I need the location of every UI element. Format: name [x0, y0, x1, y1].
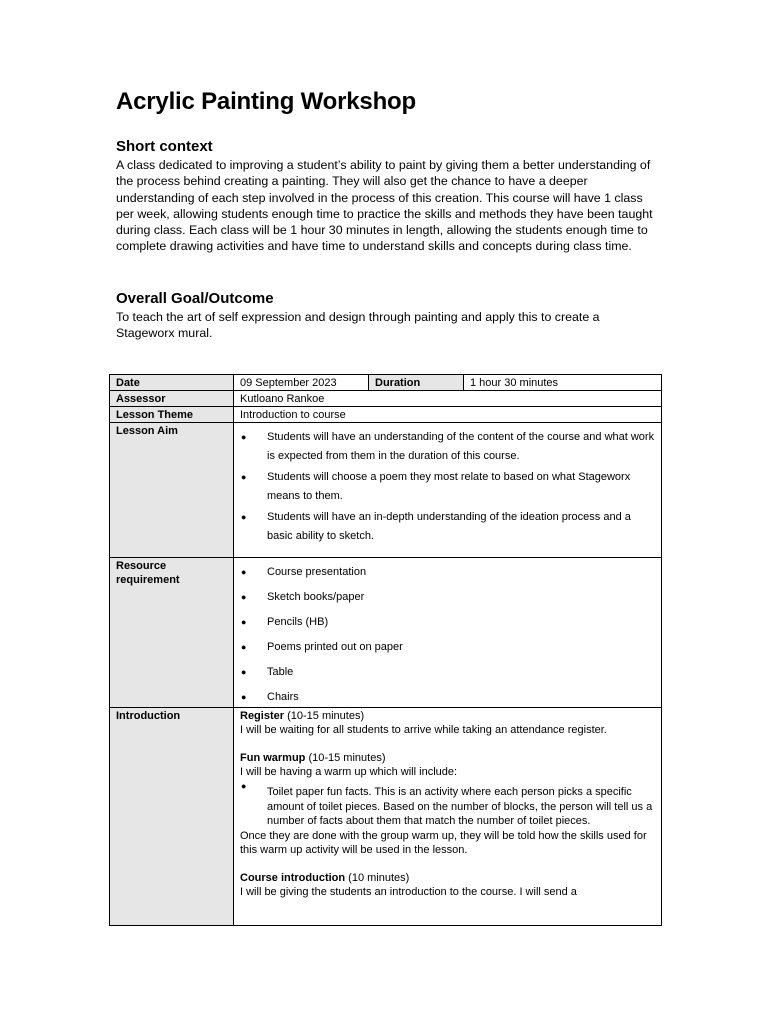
duration-value: 1 hour 30 minutes — [464, 375, 662, 391]
register-line — [240, 709, 656, 723]
resource-row — [110, 558, 662, 708]
assessor-value: Kutloano Rankoe — [234, 391, 662, 407]
aim-item: ● Students will choose a poem they most relate to based on what Stageworx means to them. — [240, 468, 656, 506]
resource-list — [240, 559, 656, 704]
course-intro-title: Course introduction — [240, 871, 346, 884]
theme-row — [110, 407, 662, 423]
register-title: Register — [240, 710, 285, 722]
date-row — [110, 375, 662, 391]
warmup-bullet: ● Toilet paper fun facts. This is an activity where each person picks a specific amount of toilet pieces. Based on the number of blocks, the person will tell us a number of facts about them that match the number of toilet pieces. — [240, 779, 656, 829]
resource-cell — [234, 558, 662, 708]
duration-label: Duration — [369, 375, 464, 391]
introduction-row — [110, 708, 662, 926]
goal-heading: Overall Goal/Outcome — [116, 290, 274, 307]
course-intro-line — [240, 871, 656, 885]
short-context-heading: Short context — [116, 138, 213, 155]
resource-label: Resource requirement — [110, 558, 234, 708]
warmup-title: Fun warmup — [240, 752, 306, 764]
warmup-list — [240, 779, 656, 829]
aim-row — [110, 423, 662, 558]
introduction-cell — [234, 708, 662, 926]
theme-value: Introduction to course — [234, 407, 662, 423]
warmup-line — [240, 751, 656, 765]
date-label: Date — [110, 375, 234, 391]
document-title: Acrylic Painting Workshop — [116, 88, 416, 115]
warmup-after-text: Once they are done with the group warm up, they will be told how the skills used for this warm up activity will be used in the lesson. — [240, 829, 647, 856]
resource-item: ● Pencils (HB) — [240, 615, 656, 629]
course-intro-time: (10 minutes) — [345, 871, 410, 884]
resource-item: ● Sketch books/paper — [240, 590, 656, 604]
resource-item: ● Chairs — [240, 690, 656, 704]
introduction-label: Introduction — [110, 708, 234, 926]
aim-item: ● Students will have an understanding of the content of the course and what work is expected from them in the duration of this course. — [240, 428, 656, 466]
warmup-text: I will be having a warm up which will include: — [240, 766, 458, 778]
register-text: I will be waiting for all students to arrive while taking an attendance register. — [240, 724, 607, 736]
assessor-label: Assessor — [110, 391, 234, 407]
resource-item: ● Course presentation — [240, 565, 656, 579]
short-context-text: A class dedicated to improving a student’s ability to paint by giving them a better understanding of the process behind creating a painting. They will also get the chance to have a deeper understanding of each step involved in the process of this creation. This course will have 1 class per week, allowing students enough time to practice the skills and methods they have been taught during class. Each class will be 1 hour 30 minutes in length, allowing the students enough time to complete drawing activities and have time to understand skills and concepts during class time. — [116, 158, 653, 254]
warmup-time: (10-15 minutes) — [305, 752, 386, 764]
course-intro-text: I will be giving the students an introduction to the course. I will send a — [240, 885, 577, 898]
aim-item: ● Students will have an in-depth understanding of the ideation process and a basic ability to sketch. — [240, 508, 656, 546]
aim-label: Lesson Aim — [110, 423, 234, 558]
aim-list — [240, 424, 656, 546]
date-value: 09 September 2023 — [234, 375, 369, 391]
register-time: (10-15 minutes) — [284, 710, 365, 722]
resource-item: ● Poems printed out on paper — [240, 640, 656, 654]
assessor-row — [110, 391, 662, 407]
aim-cell — [234, 423, 662, 558]
goal-text: To teach the art of self expression and design through painting and apply this to create a Stageworx mural. — [116, 310, 600, 341]
lesson-plan-table — [109, 374, 662, 926]
resource-item: ● Table — [240, 665, 656, 679]
theme-label: Lesson Theme — [110, 407, 234, 423]
